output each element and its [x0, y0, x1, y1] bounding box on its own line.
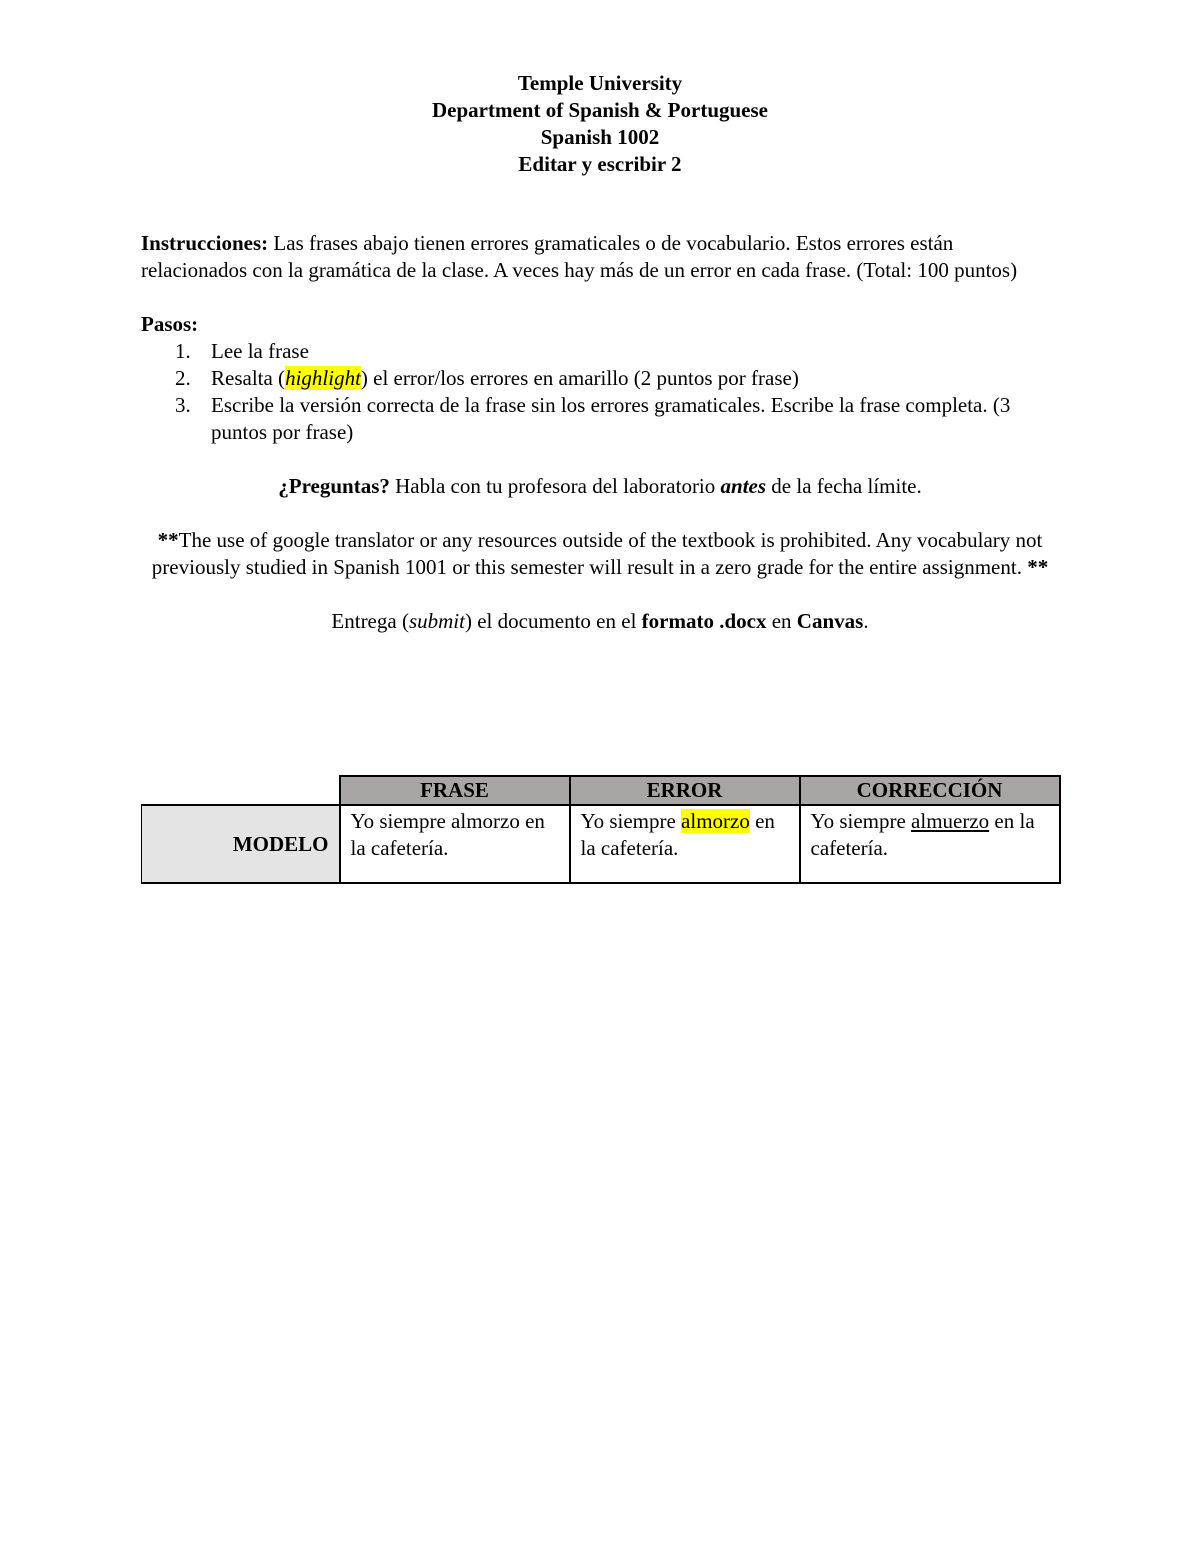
- file-format: formato .docx: [641, 609, 767, 633]
- department-name: Department of Spanish & Portuguese: [432, 98, 768, 122]
- course-name: Spanish 1002: [540, 125, 660, 149]
- assignment-title: Editar y escribir 2: [518, 152, 682, 176]
- emphasis-word: antes: [720, 474, 767, 498]
- list-item: [141, 365, 1059, 392]
- column-header-error: ERROR: [570, 776, 800, 805]
- step-number: 3.: [175, 393, 191, 417]
- document-header: [141, 70, 1059, 178]
- list-item: [141, 338, 1059, 365]
- steps-list: [141, 338, 1059, 446]
- corrected-word: almuerzo: [911, 809, 990, 833]
- step-text: Resalta (highlight) el error/los errores en amarillo (2 puntos por frase): [211, 366, 799, 390]
- column-header-frase: FRASE: [340, 776, 570, 805]
- step-text: Lee la frase: [211, 339, 309, 363]
- column-header-correccion: CORRECCIÓN: [800, 776, 1060, 805]
- platform-name: Canvas: [796, 609, 864, 633]
- instructions-paragraph: [141, 230, 1059, 284]
- submission-instructions: Entrega (submit) el documento en el formato .docx en Canvas.: [331, 609, 869, 633]
- table-row: [142, 805, 1060, 883]
- questions-label: ¿Preguntas?: [278, 474, 390, 498]
- university-name: Temple University: [517, 71, 683, 95]
- steps-title: Pasos:: [141, 312, 199, 336]
- document-page: [141, 70, 1059, 635]
- step-number: 2.: [175, 366, 191, 390]
- frase-cell: Yo siempre almorzo en la cafetería.: [340, 805, 570, 883]
- instructions-text: Las frases abajo tienen errores gramaticales o de vocabulario. Estos errores están relacionados con la gramática de la clase. A veces hay más de un error en cada frase. (Total: 100 puntos): [141, 231, 1018, 282]
- table-header-row: [142, 776, 1060, 805]
- row-label-modelo: MODELO: [142, 805, 340, 883]
- list-item: [141, 392, 1059, 446]
- correccion-cell: Yo siempre almuerzo en la cafetería.: [800, 805, 1060, 883]
- step-text: Escribe la versión correcta de la frase sin los errores gramaticales. Escribe la frase completa. (3 puntos por frase): [211, 393, 1011, 444]
- highlighted-word: highlight: [285, 366, 361, 390]
- step-number: 1.: [175, 339, 191, 363]
- error-highlight: almorzo: [681, 809, 750, 833]
- instructions-label: Instrucciones:: [141, 231, 269, 255]
- error-cell: Yo siempre almorzo en la cafetería.: [570, 805, 800, 883]
- questions-paragraph: ¿Preguntas? Habla con tu profesora del laboratorio antes de la fecha límite.: [278, 474, 922, 498]
- policy-notice: **The use of google translator or any resources outside of the textbook is prohibited. Any vocabulary not previously studied in Spanish 1001 or this semester will result in a zero grade for the entire assignment. **: [151, 528, 1049, 579]
- model-table: [141, 775, 1061, 884]
